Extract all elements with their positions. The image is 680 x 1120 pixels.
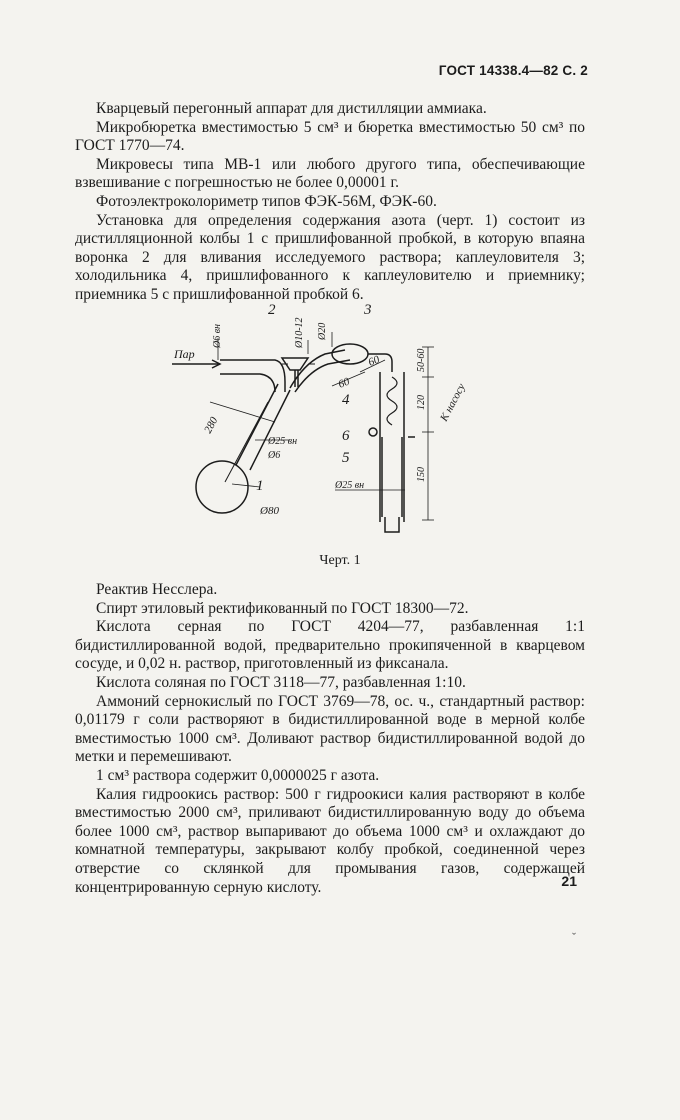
apparatus-drawing <box>160 292 480 552</box>
diameter-80-label: Ø80 <box>260 505 279 517</box>
paragraph: Микробюретка вместимостью 5 см³ и бюретка вместимостью 50 см³ по ГОСТ 1770—74. <box>75 118 585 155</box>
page-number: 21 <box>561 873 577 889</box>
paragraph: Фотоэлектроколориметр типов ФЭК-56М, ФЭК-60. <box>96 192 437 210</box>
diameter-10-12-label: Ø10-12 <box>294 317 305 348</box>
stopper <box>369 428 377 436</box>
diameter-6b-label: Ø6 <box>268 450 281 461</box>
part-1-label: 1 <box>256 478 264 494</box>
diameter-6-label: Ø6 вн <box>212 323 223 348</box>
diameter-25-label-b: Ø25 вн <box>335 480 365 491</box>
dim-60-a-label: 60 <box>336 375 352 391</box>
dim-50-60-label: 50-60 <box>416 348 427 372</box>
diameter-25-label-a: Ø25 вн <box>268 436 298 447</box>
text-block-top <box>75 100 585 305</box>
part-2-label: 2 <box>268 302 276 318</box>
paragraph: Спирт этиловый ректификованный по ГОСТ 18300—72. <box>96 599 469 617</box>
dim-120-label: 120 <box>416 395 427 410</box>
paragraph: Микровесы типа МВ-1 или любого другого типа, обеспечивающие взвешивание с погрешностью не более 0,00001 г. <box>75 155 585 192</box>
flask-neck <box>236 384 290 470</box>
paragraph: Реактив Несслера. <box>96 581 218 598</box>
paragraph: Кварцевый перегонный аппарат для дистилляции аммиака. <box>96 100 487 117</box>
paragraph: Калия гидроокись раствор: 500 г гидроокиси калия растворяют в колбе вместимостью 2000 см³, приливают бидистиллированную воду до объема более 1000 см³, раствор выпаривают до объема 1000 см³ и охлаждают до комнатной температуры, закрывают колбу пробкой, соединенной через отверстие со склянкой для промывания газов, содержащей концентрированную серную кислоту. <box>75 785 585 896</box>
part-5-label: 5 <box>342 450 350 466</box>
paragraph: Кислота серная по ГОСТ 4204—77, разбавленная 1:1 бидистиллированной водой, предварительно прокипяченной в кварцевом сосуде, и 0,02 н. раствор, приготовленный из фиксанала. <box>75 618 585 673</box>
steam-label: Пар <box>174 347 195 361</box>
dim-60-b-label: 60 <box>366 353 382 369</box>
receiver <box>382 437 402 517</box>
paragraph: 1 см³ раствора содержит 0,0000025 г азота. <box>96 766 380 784</box>
to-pump-label: К насосу <box>438 381 468 424</box>
apparatus-figure <box>160 292 480 552</box>
margin-mark: ˇ <box>572 930 576 944</box>
steam-tube <box>220 360 285 392</box>
paragraph: Кислота соляная по ГОСТ 3118—77, разбавленная 1:10. <box>96 673 466 691</box>
length-280-label: 280 <box>202 415 221 436</box>
flask-bulb <box>196 461 248 513</box>
text-block-bottom <box>75 581 585 897</box>
drop-trap <box>332 344 368 364</box>
dim-150-label: 150 <box>416 467 427 482</box>
running-header: ГОСТ 14338.4—82 С. 2 <box>438 63 588 78</box>
paragraph: Установка для определения содержания азота (черт. 1) состоит из дистилляционной колбы 1 с пришлифованной пробкой, в которую впаяна воронка 2 для вливания исследуемого раствора; каплеуловителя 3; холодильника 4, пришлифованного к каплеуловителю и приемнику; приемника 5 с пришлифованной пробкой 6. <box>75 211 585 303</box>
paragraph: Аммоний сернокислый по ГОСТ 3769—78, ос. ч., стандартный раствор: 0,01179 г соли растворяют в бидистиллированной воде в мерной колбе вместимостью 1000 см³. Доливают раствор бидистиллированной водой до метки и перемешивают. <box>75 692 585 766</box>
part-6-label: 6 <box>342 428 350 444</box>
diameter-20-label: Ø20 <box>317 322 328 340</box>
figure-caption: Черт. 1 <box>319 553 361 568</box>
part-4-label: 4 <box>342 392 350 408</box>
part-3-label: 3 <box>364 302 372 318</box>
condenser <box>380 372 404 522</box>
